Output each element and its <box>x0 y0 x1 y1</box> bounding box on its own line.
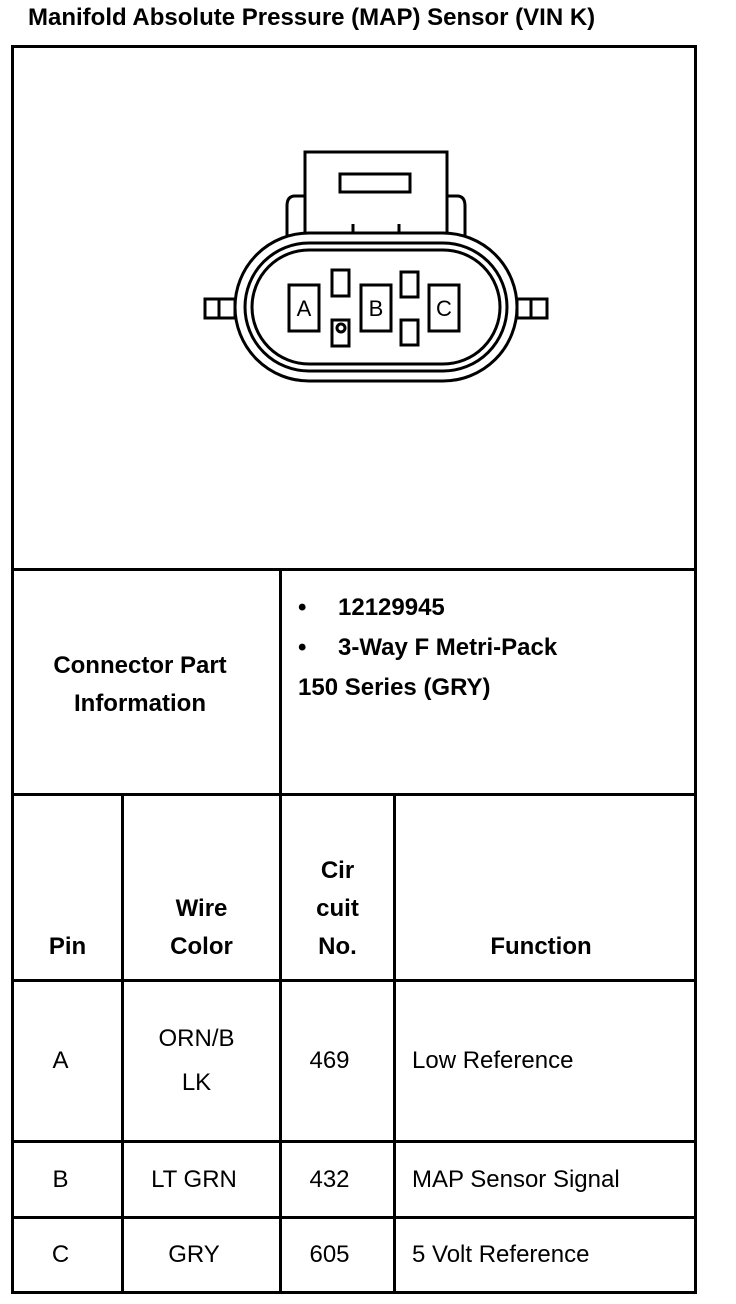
row-c-wire-color: GRY <box>168 1241 220 1268</box>
part-description: 3-Way F Metri-Pack <box>338 634 558 661</box>
row-a-function: Low Reference <box>412 1047 574 1074</box>
header-wire-color <box>124 796 279 966</box>
divider-diagram <box>11 568 697 571</box>
divider-col-info <box>279 568 282 794</box>
header-circuit-label2: cuit <box>316 895 359 922</box>
row-b-circuit: 432 <box>309 1165 350 1193</box>
bullet: • <box>298 594 307 621</box>
header-pin <box>14 796 121 966</box>
connector-diagram <box>195 140 565 390</box>
header-function-label: Function <box>490 933 592 960</box>
part-number-line <box>298 588 557 628</box>
row-a-circuit: 469 <box>309 1047 350 1074</box>
header-pin-label: Pin <box>48 933 87 960</box>
header-function <box>396 796 686 966</box>
row-c-function: 5 Volt Reference <box>412 1241 590 1268</box>
row-a-wire-line1: ORN/B <box>158 1025 235 1052</box>
pin-label-c: C <box>436 296 452 321</box>
pin-label-b: B <box>368 296 384 321</box>
connector-part-label-line1: Connector Part <box>53 652 227 679</box>
row-a-wire-line2: LK <box>181 1069 212 1096</box>
pin-label-a: A <box>296 296 312 321</box>
connector-part-info-label <box>20 575 260 795</box>
row-b-pin: B <box>52 1165 69 1193</box>
header-circuit-label1: Cir <box>320 857 355 884</box>
part-series: 150 Series (GRY) <box>298 674 491 701</box>
row-a-wire-color <box>124 982 269 1140</box>
header-circuit-no <box>282 796 393 966</box>
row-b-function: MAP Sensor Signal <box>412 1165 620 1193</box>
row-c-circuit: 605 <box>309 1241 350 1268</box>
row-a-pin: A <box>52 1047 69 1074</box>
page-title: Manifold Absolute Pressure (MAP) Sensor (VIN K) <box>28 4 596 31</box>
part-description-line <box>298 628 557 668</box>
header-circuit-label3: No. <box>318 933 357 960</box>
row-b-wire-color: LT GRN <box>151 1165 237 1193</box>
row-c-pin: C <box>51 1241 70 1268</box>
header-wire-label2: Color <box>170 933 233 960</box>
header-wire-label1: Wire <box>175 895 228 922</box>
part-number: 12129945 <box>338 594 445 621</box>
connector-part-label-line2: Information <box>73 690 206 717</box>
bullet: • <box>298 634 307 661</box>
connector-part-details <box>298 588 557 708</box>
